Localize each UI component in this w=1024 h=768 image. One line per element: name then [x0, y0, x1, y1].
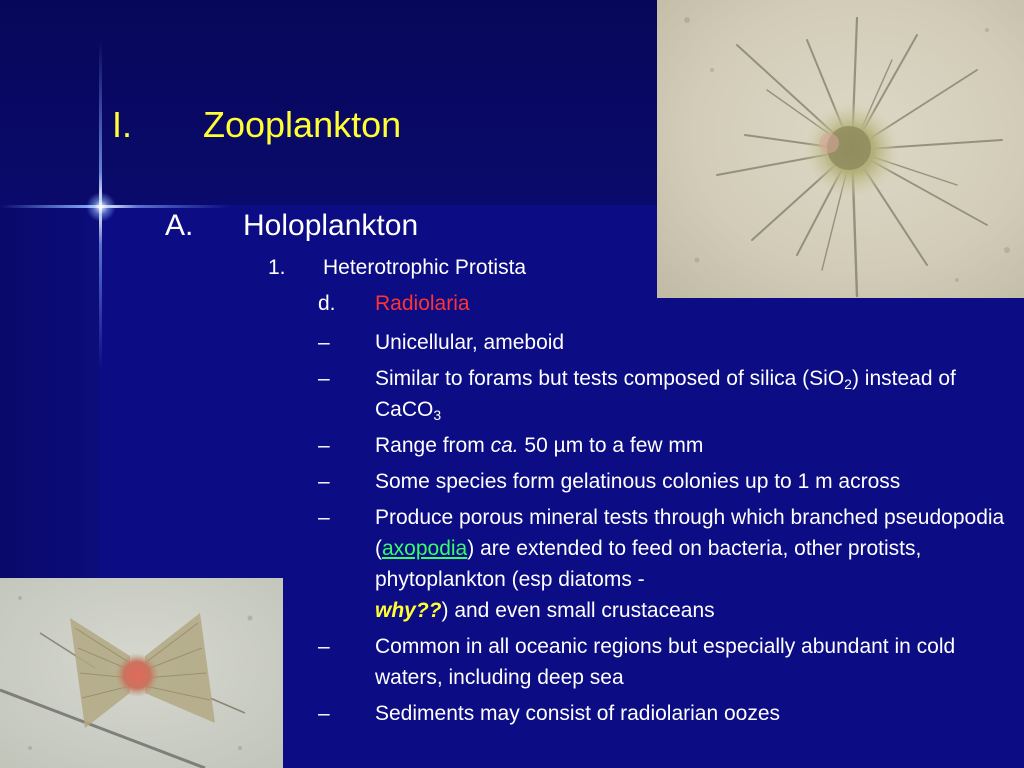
bullet-text: Common in all oceanic regions but especially abundant in cold waters, including deep sea: [375, 635, 956, 689]
radiolarian-photo-bottom: [0, 578, 283, 768]
bullet-text-part: Range from: [375, 434, 491, 457]
level3-number: d.: [318, 292, 336, 315]
bullet-text: Sediments may consist of radiolarian oozes: [375, 702, 781, 725]
list-item: [318, 327, 1018, 358]
bullet-text-part: Produce porous mineral tests through which branched pseudopodia (: [375, 506, 1005, 560]
slide-subtitle: Holoplankton: [243, 209, 419, 242]
bullet-text-part: ) and even small crustaceans: [441, 599, 715, 622]
bullet-list: [318, 327, 1018, 734]
list-item: [318, 466, 1018, 497]
radiolarian-bowtie-image: [0, 578, 283, 768]
bullet-text: Unicellular, ameboid: [375, 331, 565, 354]
subtitle-number: A.: [165, 209, 194, 242]
list-item: [318, 698, 1018, 729]
bullet-text: [375, 502, 1018, 626]
bullet-text-part: 50 µm to a few mm: [518, 434, 704, 457]
level2-number: 1.: [268, 256, 286, 279]
bullet-dash: –: [318, 331, 330, 354]
emphasis-text: why??: [375, 599, 442, 622]
title-number: I.: [112, 104, 133, 145]
light-flare-core: [86, 192, 116, 222]
list-item: [318, 502, 1018, 626]
bullet-dash: –: [318, 470, 330, 493]
bullet-dash: –: [318, 367, 330, 390]
slide-title: Zooplankton: [203, 104, 402, 145]
bullet-dash: –: [318, 702, 330, 725]
level2-heading: Heterotrophic Protista: [323, 256, 527, 279]
bullet-text: Some species form gelatinous colonies up to 1 m across: [375, 470, 901, 493]
list-item: [318, 631, 1018, 693]
bullet-text-part: Similar to forams but tests composed of silica (SiO: [375, 367, 845, 390]
italic-text: ca.: [490, 434, 519, 457]
bullet-text-part: ) instead of CaCO: [375, 367, 956, 421]
bullet-text: [375, 430, 1018, 461]
bullet-dash: –: [318, 506, 330, 529]
bullet-text: [375, 363, 1018, 425]
bullet-dash: –: [318, 434, 330, 457]
axopodia-link[interactable]: axopodia: [382, 537, 468, 560]
list-item: [318, 430, 1018, 461]
subscript: 2: [844, 376, 852, 392]
level3-heading: Radiolaria: [375, 292, 470, 315]
radiolarian-photo-top: [657, 0, 1024, 298]
list-item: [318, 363, 1018, 425]
bullet-text-part: ) are extended to feed on bacteria, other protists, phytoplankton (esp diatoms -: [375, 537, 922, 591]
bullet-dash: –: [318, 635, 330, 658]
subscript: 3: [433, 407, 442, 423]
radiolarian-spiny-image: [657, 0, 1024, 298]
